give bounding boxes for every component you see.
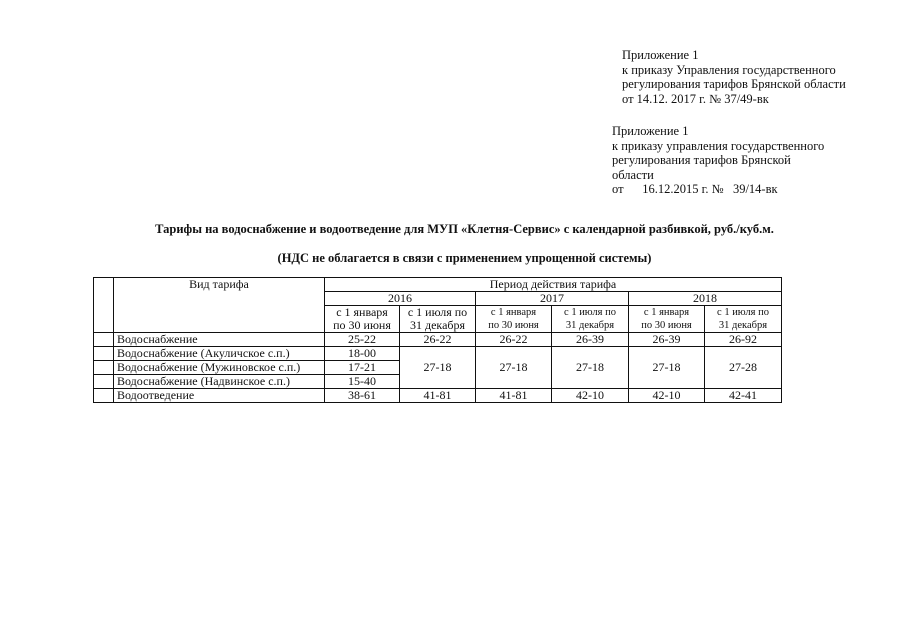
appendix-line: к приказу Управления государственного bbox=[622, 62, 836, 77]
tariff-value: 26-39 bbox=[629, 333, 705, 347]
tariff-value: 38-61 bbox=[325, 389, 400, 403]
header-year: 2016 bbox=[325, 292, 476, 306]
tariff-value: 26-92 bbox=[705, 333, 782, 347]
tariff-value-merged: 27-18 bbox=[552, 347, 629, 389]
appendix-line: регулирования тарифов Брянской области bbox=[622, 77, 846, 91]
tariff-value: 26-22 bbox=[476, 333, 552, 347]
header-period: Период действия тарифа bbox=[325, 278, 782, 292]
row-label: Водоснабжение (Надвинское с.п.) bbox=[114, 375, 325, 389]
appendix-line: Приложение 1 bbox=[612, 124, 689, 138]
header-half1: с 1 января по 30 июня bbox=[476, 306, 552, 333]
tariff-value: 42-10 bbox=[552, 389, 629, 403]
appendix-line: области bbox=[612, 167, 654, 182]
tariff-value: 18-00 bbox=[325, 347, 400, 361]
appendix-line: к приказу управления государственного bbox=[612, 138, 825, 153]
tariff-value-merged: 27-28 bbox=[705, 347, 782, 389]
tariff-value-merged: 27-18 bbox=[476, 347, 552, 389]
tariff-value: 26-39 bbox=[552, 333, 629, 347]
blank-column-cell bbox=[94, 389, 114, 403]
tariff-value: 17-21 bbox=[325, 361, 400, 375]
appendix-line: от 14.12. 2017 г. № 37/49-вк bbox=[622, 91, 769, 106]
table-row bbox=[94, 389, 782, 403]
header-half2: с 1 июля по 31 декабря bbox=[400, 306, 476, 333]
tariff-value-merged: 27-18 bbox=[629, 347, 705, 389]
row-label: Водоотведение bbox=[114, 389, 325, 403]
header-half1: с 1 января по 30 июня bbox=[325, 306, 400, 333]
blank-column-cell bbox=[94, 333, 114, 347]
blank-column-cell bbox=[94, 278, 114, 333]
appendix-note-2017 bbox=[622, 48, 846, 106]
tariff-value: 41-81 bbox=[476, 389, 552, 403]
header-half1: с 1 января по 30 июня bbox=[629, 306, 705, 333]
tariff-value: 41-81 bbox=[400, 389, 476, 403]
table-row bbox=[94, 333, 782, 347]
header-year: 2017 bbox=[476, 292, 629, 306]
header-tariff-type: Вид тарифа bbox=[114, 278, 325, 333]
appendix-line: от 16.12.2015 г. № 39/14-вк bbox=[612, 182, 778, 196]
row-label: Водоснабжение (Акуличское с.п.) bbox=[114, 347, 325, 361]
tariff-value: 42-10 bbox=[629, 389, 705, 403]
appendix-note-2015 bbox=[612, 124, 824, 197]
table-row bbox=[94, 347, 782, 361]
header-half2: с 1 июля по 31 декабря bbox=[552, 306, 629, 333]
blank-column-cell bbox=[94, 347, 114, 361]
tariff-table bbox=[93, 277, 782, 403]
tariff-value: 25-22 bbox=[325, 333, 400, 347]
row-label: Водоснабжение (Мужиновское с.п.) bbox=[114, 361, 325, 375]
blank-column-cell bbox=[94, 375, 114, 389]
document-subtitle: (НДС не облагается в связи с применением упрощенной системы) bbox=[277, 251, 652, 265]
tariff-value: 26-22 bbox=[400, 333, 476, 347]
tariff-value: 42-41 bbox=[705, 389, 782, 403]
appendix-line: Приложение 1 bbox=[622, 48, 699, 62]
appendix-line: регулирования тарифов Брянской bbox=[612, 153, 791, 167]
document-title: Тарифы на водоснабжение и водоотведение для МУП «Клетня-Сервис» с календарной разбивкой, руб./куб.м. bbox=[155, 222, 774, 236]
header-half2: с 1 июля по 31 декабря bbox=[705, 306, 782, 333]
blank-column-cell bbox=[94, 361, 114, 375]
tariff-value: 15-40 bbox=[325, 375, 400, 389]
header-year: 2018 bbox=[629, 292, 782, 306]
row-label: Водоснабжение bbox=[114, 333, 325, 347]
tariff-value-merged: 27-18 bbox=[400, 347, 476, 389]
